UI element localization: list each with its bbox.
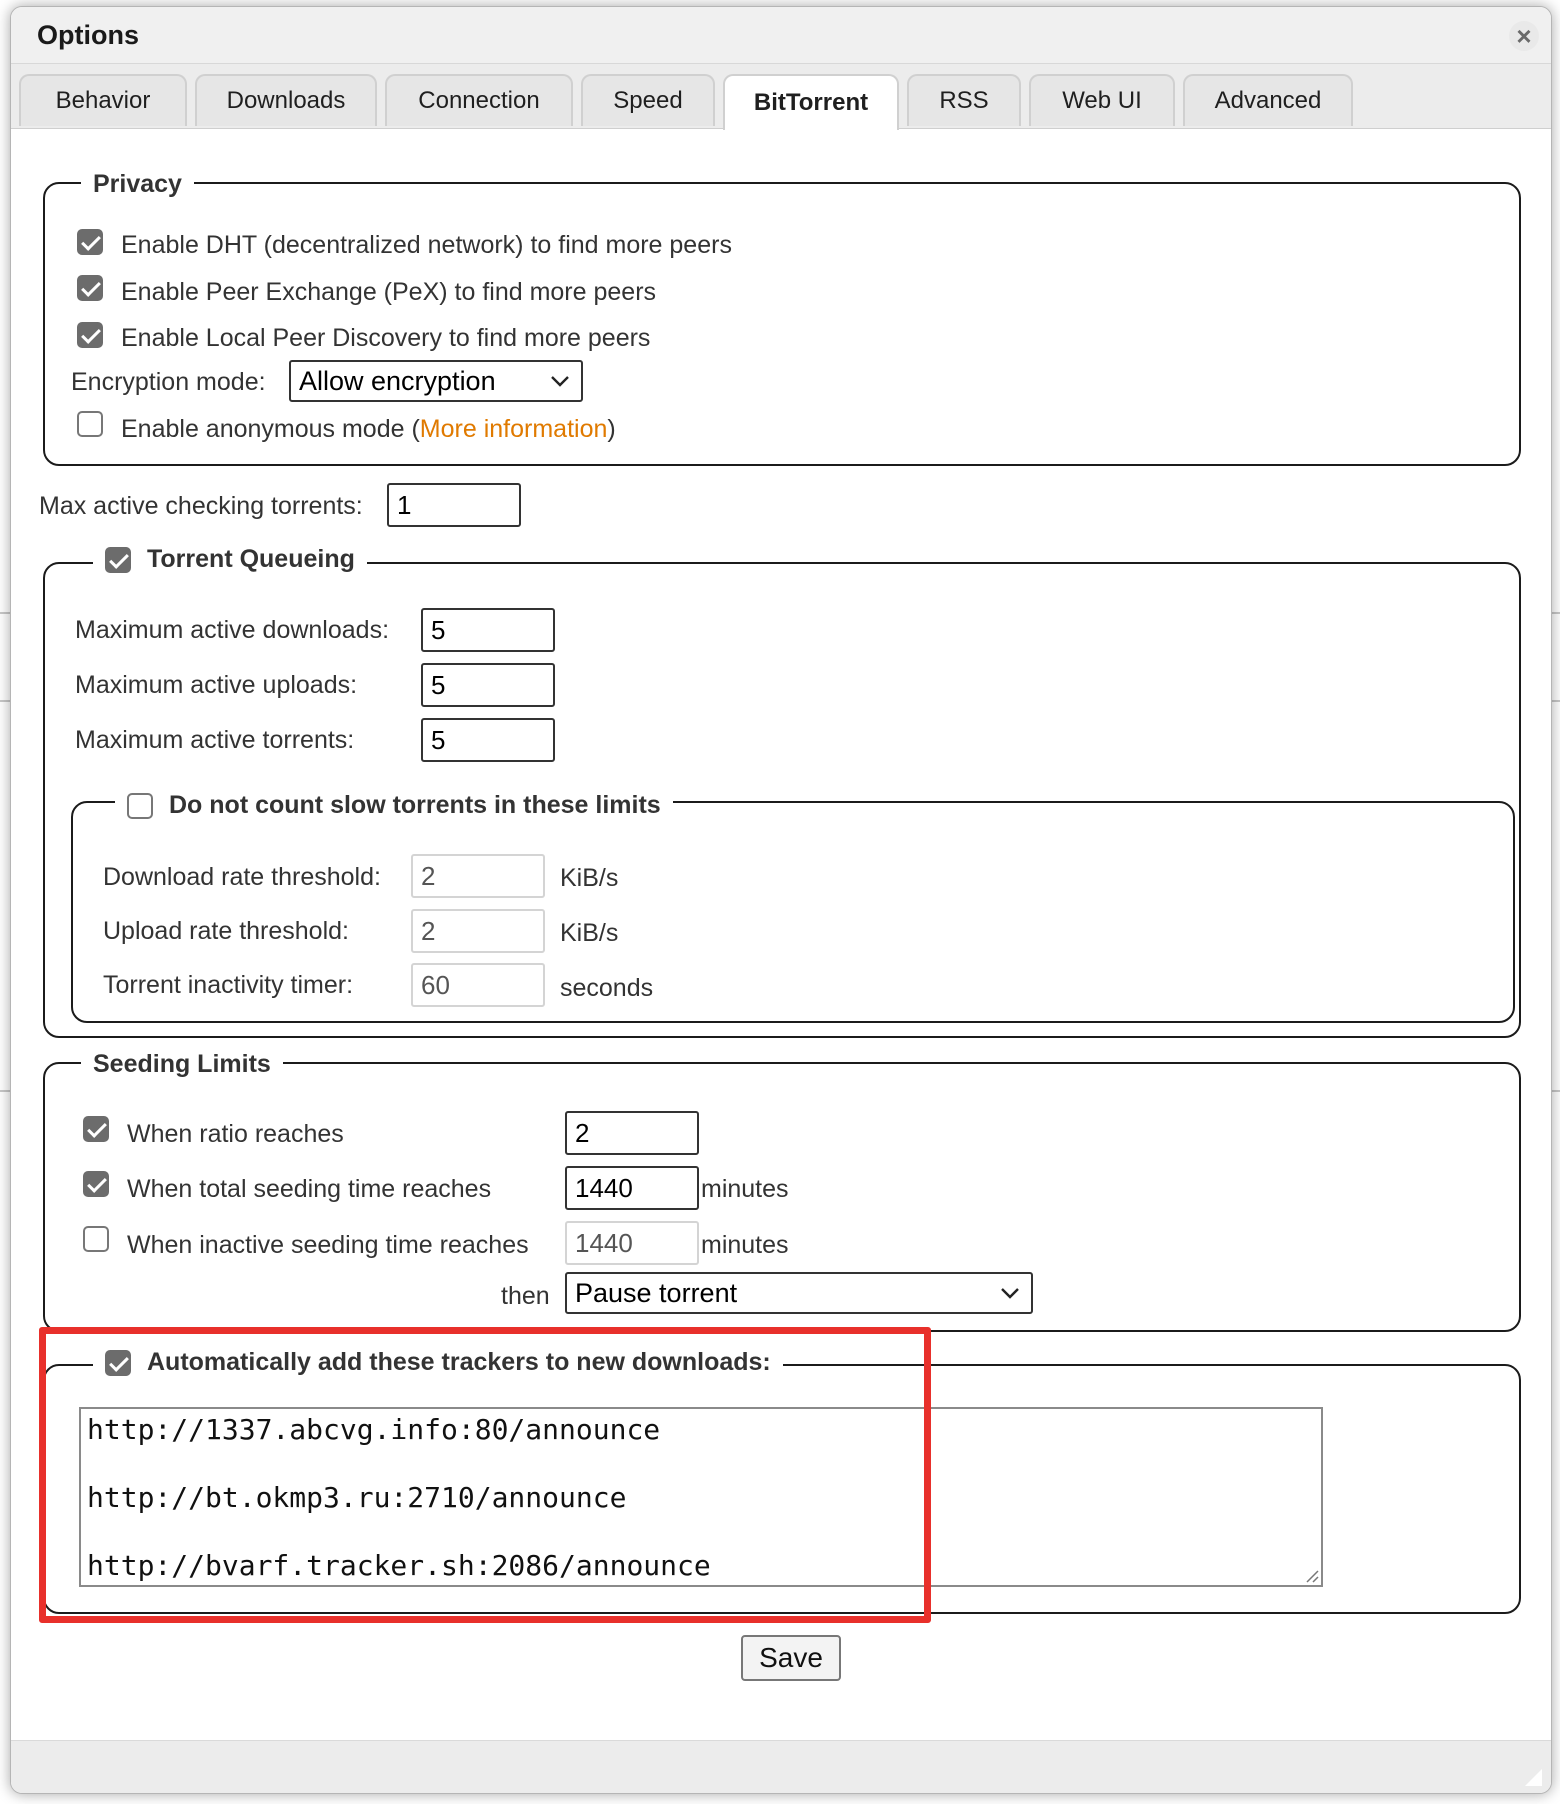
options-dialog [10, 6, 1552, 1794]
tab-behavior[interactable]: Behavior [19, 74, 187, 126]
close-icon[interactable]: × [1509, 21, 1539, 51]
chevron-down-icon [549, 370, 571, 392]
then-label: then [501, 1282, 550, 1310]
lsd-label: Enable Local Peer Discovery to find more peers [121, 324, 651, 352]
upload-threshold-unit: KiB/s [560, 919, 619, 947]
total-seeding-time-label: When total seeding time reaches [127, 1175, 492, 1203]
max-downloads-label: Maximum active downloads: [75, 616, 390, 644]
ratio-label: When ratio reaches [127, 1120, 344, 1148]
encryption-mode-select[interactable] [289, 360, 583, 402]
chevron-down-icon [999, 1282, 1021, 1304]
pex-checkbox[interactable] [77, 275, 103, 301]
seeding-limits-legend-text: Seeding Limits [93, 1050, 271, 1078]
queueing-checkbox[interactable] [105, 547, 131, 573]
tab-speed[interactable]: Speed [581, 74, 715, 126]
dht-checkbox[interactable] [77, 229, 103, 255]
upload-threshold-input[interactable]: 2 [411, 909, 545, 953]
dialog-titlebar[interactable] [11, 7, 1551, 64]
queueing-legend [93, 545, 367, 574]
inactivity-timer-label: Torrent inactivity timer: [103, 971, 354, 999]
trackers-legend [93, 1348, 783, 1377]
encryption-mode-value: Allow encryption [299, 365, 496, 396]
inactive-seeding-time-label: When inactive seeding time reaches [127, 1231, 529, 1259]
dialog-title: Options [37, 20, 139, 50]
inactive-seeding-time-checkbox[interactable] [83, 1226, 109, 1252]
max-uploads-label: Maximum active uploads: [75, 671, 358, 699]
queueing-legend-text: Torrent Queueing [147, 545, 355, 573]
tab-connection[interactable]: Connection [385, 74, 573, 126]
privacy-legend-text: Privacy [93, 170, 182, 198]
ratio-input[interactable]: 2 [565, 1111, 699, 1155]
tracker-line: http://1337.abcvg.info:80/announce [87, 1413, 661, 1446]
tab-bar [11, 64, 1551, 129]
inactive-seeding-time-unit: minutes [701, 1231, 789, 1259]
max-torrents-input[interactable]: 5 [421, 718, 555, 762]
dht-label: Enable DHT (decentralized network) to find more peers [121, 231, 732, 259]
inactivity-timer-input[interactable]: 60 [411, 963, 545, 1007]
background-line [0, 612, 10, 614]
trackers-textarea[interactable] [79, 1407, 1323, 1587]
total-seeding-time-input[interactable]: 1440 [565, 1166, 699, 1210]
tab-advanced[interactable]: Advanced [1183, 74, 1353, 126]
seeding-action-value: Pause torrent [575, 1277, 738, 1308]
download-threshold-label: Download rate threshold: [103, 863, 381, 891]
max-checking-label: Max active checking torrents: [39, 492, 363, 520]
download-threshold-input[interactable]: 2 [411, 854, 545, 898]
inactivity-timer-unit: seconds [560, 974, 654, 1002]
slow-torrents-checkbox[interactable] [127, 793, 153, 819]
privacy-legend [81, 170, 194, 199]
anonymous-mode-label: Enable anonymous mode (More information) [121, 415, 616, 443]
encryption-mode-label: Encryption mode: [71, 368, 266, 396]
tab-downloads[interactable]: Downloads [195, 74, 377, 126]
ratio-checkbox[interactable] [83, 1116, 109, 1142]
tab-bittorrent[interactable]: BitTorrent [723, 74, 899, 130]
background-line [0, 700, 10, 702]
slow-torrents-legend-text: Do not count slow torrents in these limits [169, 791, 661, 819]
lsd-checkbox[interactable] [77, 322, 103, 348]
max-checking-input[interactable]: 1 [387, 483, 521, 527]
upload-threshold-label: Upload rate threshold: [103, 917, 349, 945]
max-downloads-input[interactable]: 5 [421, 608, 555, 652]
tab-rss[interactable]: RSS [907, 74, 1021, 126]
resize-handle-icon[interactable] [1303, 1567, 1319, 1583]
max-torrents-label: Maximum active torrents: [75, 726, 355, 754]
tracker-line: http://bt.okmp3.ru:2710/announce [87, 1481, 627, 1514]
tab-web-ui[interactable]: Web UI [1029, 74, 1175, 126]
anonymous-mode-checkbox[interactable] [77, 411, 103, 437]
dialog-footer [11, 1740, 1551, 1793]
seeding-action-select[interactable] [565, 1272, 1033, 1314]
more-information-link[interactable]: More information [419, 415, 608, 443]
trackers-checkbox[interactable] [105, 1350, 131, 1376]
trackers-legend-text: Automatically add these trackers to new downloads: [147, 1348, 771, 1376]
save-button[interactable]: Save [741, 1635, 841, 1681]
resize-grip-icon[interactable] [1521, 1765, 1543, 1787]
total-seeding-time-checkbox[interactable] [83, 1171, 109, 1197]
pex-label: Enable Peer Exchange (PeX) to find more peers [121, 278, 657, 306]
max-uploads-input[interactable]: 5 [421, 663, 555, 707]
inactive-seeding-time-input[interactable]: 1440 [565, 1221, 699, 1265]
seeding-limits-legend [81, 1050, 283, 1079]
total-seeding-time-unit: minutes [701, 1175, 789, 1203]
download-threshold-unit: KiB/s [560, 864, 619, 892]
background-line [0, 1090, 10, 1092]
slow-torrents-legend [115, 791, 673, 820]
tracker-line: http://bvarf.tracker.sh:2086/announce [87, 1549, 711, 1582]
